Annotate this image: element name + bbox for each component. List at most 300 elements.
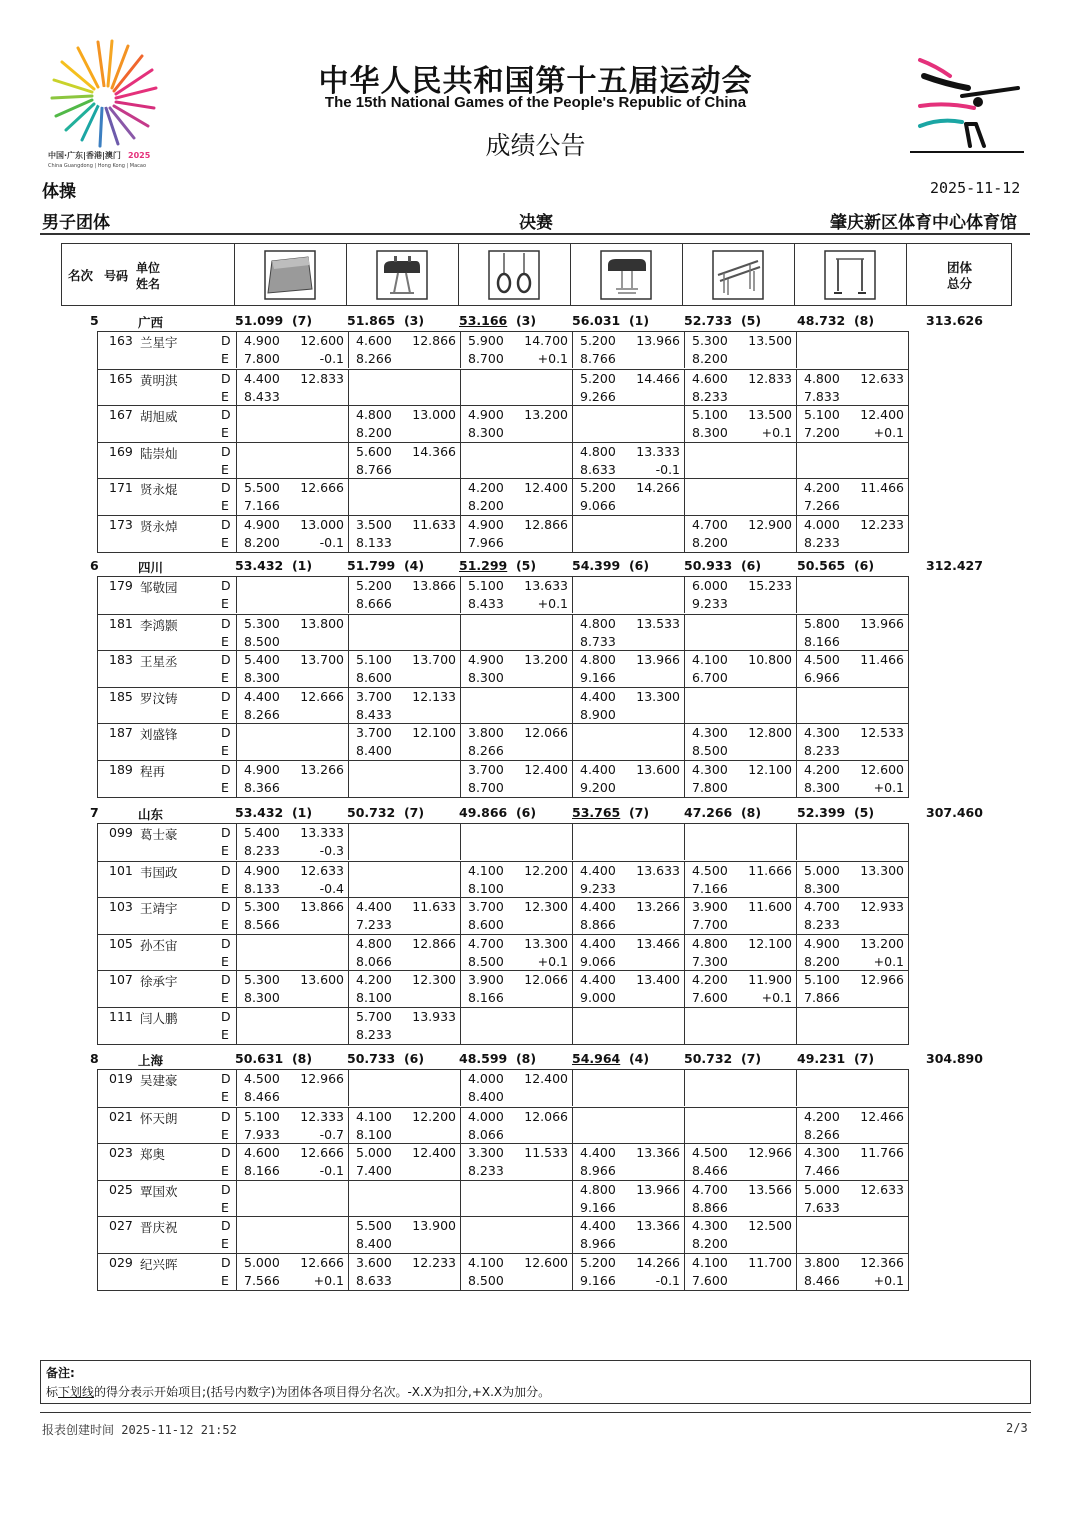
e-score-label: E	[221, 670, 229, 686]
d-score: 4.400	[244, 688, 280, 704]
athlete-row	[98, 1216, 908, 1253]
e-score: 8.233	[804, 534, 840, 550]
apparatus-score: 51.799	[347, 558, 396, 573]
apparatus-score-cell	[348, 615, 460, 651]
final-score: 12.100	[748, 761, 792, 777]
d-score: 5.700	[356, 1008, 392, 1024]
final-score: 13.000	[300, 516, 344, 532]
e-score: 8.233	[804, 917, 840, 933]
apparatus-score-cell	[572, 761, 684, 797]
apparatus-score-cell	[572, 516, 684, 552]
athlete-bib: 189	[109, 761, 133, 777]
start-apparatus-score: 54.964	[572, 1051, 621, 1066]
athlete-name: 罗汶铸	[140, 690, 178, 706]
apparatus-score-cell	[236, 479, 348, 515]
apparatus-score-cell	[348, 971, 460, 1007]
apparatus-score-cell	[684, 577, 796, 613]
apparatus-score-cell	[236, 971, 348, 1007]
apparatus-team-score	[797, 558, 874, 573]
apparatus-rank: (6)	[515, 805, 537, 820]
final-score: 13.533	[636, 615, 680, 631]
d-score: 4.300	[692, 761, 728, 777]
e-score-label: E	[221, 917, 229, 933]
final-score: 12.133	[412, 688, 456, 704]
d-score-label: D	[221, 761, 231, 777]
penalty-bonus: -0.1	[655, 1272, 680, 1288]
e-score: 6.700	[692, 670, 728, 686]
apparatus-score: 50.732	[347, 805, 396, 820]
d-score: 4.500	[692, 1145, 728, 1161]
penalty-bonus: +0.1	[537, 953, 568, 969]
d-score-label: D	[221, 899, 231, 915]
e-score: 8.200	[692, 1236, 728, 1252]
apparatus-team-score	[347, 558, 424, 573]
apparatus-score-cell	[684, 332, 796, 368]
apparatus-score-cell	[684, 1008, 796, 1044]
total-column-header	[906, 244, 1011, 305]
apparatus-score-cell	[460, 332, 572, 368]
apparatus-score-cell	[460, 1181, 572, 1217]
apparatus-rank: (8)	[515, 1051, 537, 1066]
d-score: 5.100	[804, 972, 840, 988]
apparatus-score-cell	[796, 479, 908, 515]
apparatus-rank: (7)	[291, 313, 313, 328]
apparatus-score-cell	[572, 862, 684, 898]
apparatus-score-cell	[572, 370, 684, 406]
apparatus-score-cell	[460, 406, 572, 442]
team-total-score: 307.460	[926, 805, 983, 820]
e-score: 7.200	[804, 425, 840, 441]
final-score: 11.466	[860, 652, 904, 668]
floor-column-header	[234, 244, 346, 305]
e-score: 9.000	[580, 990, 616, 1006]
apparatus-team-score	[235, 805, 312, 820]
apparatus-score-cell	[348, 479, 460, 515]
athlete-name: 徐承宇	[140, 974, 178, 990]
team-total-score: 304.890	[926, 1051, 983, 1066]
d-score: 4.400	[580, 862, 616, 878]
e-score: 8.100	[356, 990, 392, 1006]
d-score-label: D	[221, 825, 231, 840]
final-score: 12.533	[860, 725, 904, 741]
apparatus-rank: (3)	[403, 313, 425, 328]
apparatus-score-cell	[348, 332, 460, 368]
e-score: 8.466	[244, 1089, 280, 1104]
d-score: 4.800	[692, 935, 728, 951]
apparatus-score-cell	[796, 1070, 908, 1106]
e-score-label: E	[221, 351, 229, 366]
apparatus-score-cell	[236, 1217, 348, 1253]
athlete-name: 晋庆祝	[140, 1220, 178, 1236]
apparatus-score-cell	[796, 1254, 908, 1290]
final-score: 14.700	[524, 333, 568, 348]
apparatus-score: 49.231	[797, 1051, 846, 1066]
apparatus-score-cell	[348, 1108, 460, 1144]
d-score-label: D	[221, 688, 231, 704]
d-score: 4.900	[468, 407, 504, 423]
athlete-row	[98, 650, 908, 687]
apparatus-score-cell	[236, 761, 348, 797]
penalty-bonus: -0.1	[655, 461, 680, 477]
e-score: 8.500	[692, 743, 728, 759]
rings-icon	[474, 249, 554, 301]
athlete-name: 葛士豪	[140, 827, 178, 842]
athlete-name: 黄明淇	[140, 372, 178, 388]
team-athlete-block	[97, 331, 909, 553]
apparatus-score-cell	[348, 688, 460, 724]
final-score: 12.100	[412, 725, 456, 741]
d-score-label: D	[221, 1108, 231, 1124]
final-score: 12.200	[412, 1108, 456, 1124]
team-summary-row	[0, 558, 1071, 574]
e-score-label: E	[221, 779, 229, 795]
apparatus-score-cell	[684, 1144, 796, 1180]
final-score: 13.966	[860, 615, 904, 631]
apparatus-score-cell	[796, 1144, 908, 1180]
apparatus-team-score	[347, 313, 424, 328]
final-score: 12.366	[860, 1254, 904, 1270]
apparatus-score-cell	[572, 935, 684, 971]
d-score: 5.000	[804, 1181, 840, 1197]
final-score: 12.966	[748, 1145, 792, 1161]
header-divider	[40, 233, 1030, 235]
rings-column-header	[458, 244, 570, 305]
final-score: 11.766	[860, 1145, 904, 1161]
final-score: 12.300	[524, 899, 568, 915]
apparatus-score: 54.399	[572, 558, 621, 573]
final-score: 13.866	[300, 899, 344, 915]
d-score: 4.500	[244, 1071, 280, 1086]
apparatus-score-cell	[460, 370, 572, 406]
parallel-bars-icon	[698, 249, 778, 301]
apparatus-score-cell	[460, 1144, 572, 1180]
vault-icon	[586, 249, 666, 301]
apparatus-score-cell	[236, 443, 348, 479]
final-score: 12.233	[412, 1254, 456, 1270]
d-score: 5.300	[244, 615, 280, 631]
e-score-label: E	[221, 743, 229, 759]
d-score: 4.900	[244, 516, 280, 532]
d-score: 4.200	[356, 972, 392, 988]
d-score: 4.100	[468, 862, 504, 878]
d-score: 4.300	[692, 1218, 728, 1234]
e-score-label: E	[221, 880, 229, 896]
note-text-pre: 标	[46, 1385, 59, 1399]
e-score: 8.233	[244, 843, 280, 858]
e-score: 8.766	[356, 461, 392, 477]
e-score: 8.633	[580, 461, 616, 477]
final-score: 13.300	[524, 935, 568, 951]
footer-divider	[40, 1412, 1031, 1413]
team-total-score: 312.427	[926, 558, 983, 573]
d-score: 5.000	[804, 862, 840, 878]
e-score-label: E	[221, 1089, 229, 1104]
report-created-time: 报表创建时间 2025-11-12 21:52	[42, 1423, 237, 1437]
apparatus-rank: (5)	[740, 313, 762, 328]
e-score: 8.233	[692, 388, 728, 404]
apparatus-score-cell	[460, 824, 572, 860]
final-score: 12.500	[748, 1218, 792, 1234]
sport-label: 体操	[42, 182, 76, 202]
apparatus-team-score	[235, 313, 312, 328]
apparatus-score-cell	[460, 724, 572, 760]
apparatus-score-cell	[236, 577, 348, 613]
e-score: 9.166	[580, 1272, 616, 1288]
d-score: 4.200	[692, 972, 728, 988]
d-score: 4.200	[804, 480, 840, 496]
games-title-en: The 15th National Games of the People's Republic of China	[324, 94, 747, 111]
apparatus-score-cell	[572, 332, 684, 368]
e-score: 8.266	[356, 351, 392, 366]
apparatus-score-cell	[796, 862, 908, 898]
start-apparatus-score: 53.765	[572, 805, 621, 820]
athlete-bib: 185	[109, 688, 133, 704]
athlete-bib: 165	[109, 370, 133, 386]
d-score: 4.100	[692, 652, 728, 668]
e-score: 7.166	[692, 880, 728, 896]
e-score: 7.966	[468, 534, 504, 550]
athlete-row	[98, 577, 908, 614]
final-score: 13.200	[524, 407, 568, 423]
apparatus-score-cell	[684, 1070, 796, 1106]
d-score: 4.400	[580, 1145, 616, 1161]
final-score: 14.466	[636, 370, 680, 386]
team-name: 上海	[138, 1053, 164, 1068]
d-score: 5.200	[580, 333, 616, 348]
final-score: 13.366	[636, 1145, 680, 1161]
e-score: 8.300	[468, 670, 504, 686]
apparatus-score-cell	[796, 971, 908, 1007]
apparatus-score-cell	[348, 824, 460, 860]
final-score: 13.966	[636, 652, 680, 668]
apparatus-score-cell	[460, 1254, 572, 1290]
apparatus-score-cell	[572, 1108, 684, 1144]
d-score-label: D	[221, 370, 231, 386]
athlete-bib: 103	[109, 899, 133, 915]
note-text-underlined: 下划线	[58, 1385, 95, 1399]
apparatus-score-cell	[236, 1181, 348, 1217]
final-score: 13.366	[636, 1218, 680, 1234]
final-score: 12.933	[860, 899, 904, 915]
e-score: 7.700	[692, 917, 728, 933]
d-score-label: D	[221, 578, 231, 593]
d-score: 4.400	[580, 935, 616, 951]
e-score-label: E	[221, 990, 229, 1006]
d-score: 4.800	[580, 443, 616, 459]
athlete-row	[98, 723, 908, 760]
athlete-bib: 163	[109, 333, 133, 348]
d-score: 5.200	[580, 1254, 616, 1270]
athlete-bib: 169	[109, 443, 133, 459]
e-score: 8.100	[356, 1126, 392, 1142]
e-score: 7.233	[356, 917, 392, 933]
apparatus-score-cell	[684, 1108, 796, 1144]
team-summary-row	[0, 805, 1071, 821]
apparatus-score-cell	[236, 824, 348, 860]
final-score: 12.300	[412, 972, 456, 988]
e-score: 7.800	[692, 779, 728, 795]
apparatus-rank: (7)	[740, 1051, 762, 1066]
apparatus-score-cell	[572, 898, 684, 934]
d-score: 5.600	[356, 443, 392, 459]
e-score: 8.900	[580, 706, 616, 722]
apparatus-rank: (8)	[853, 313, 875, 328]
final-score: 13.633	[524, 578, 568, 593]
final-score: 12.833	[300, 370, 344, 386]
e-score: 8.866	[580, 917, 616, 933]
final-score: 12.900	[748, 516, 792, 532]
final-score: 13.333	[300, 825, 344, 840]
athlete-bib: 023	[109, 1145, 133, 1161]
e-score: 8.400	[356, 1236, 392, 1252]
apparatus-score: 50.732	[684, 1051, 733, 1066]
apparatus-score-cell	[460, 1070, 572, 1106]
e-score: 8.166	[468, 990, 504, 1006]
e-score: 8.700	[468, 779, 504, 795]
apparatus-score-cell	[236, 935, 348, 971]
e-score: 8.200	[692, 351, 728, 366]
d-score: 4.600	[244, 1145, 280, 1161]
d-score: 4.700	[804, 899, 840, 915]
apparatus-score-cell	[572, 1254, 684, 1290]
athlete-row	[98, 897, 908, 934]
final-score: 12.400	[524, 761, 568, 777]
athlete-bib: 105	[109, 935, 133, 951]
report-date: 2025-11-12	[930, 179, 1021, 197]
apparatus-rank: (7)	[403, 805, 425, 820]
e-score: 9.166	[580, 1199, 616, 1215]
apparatus-team-score	[572, 1051, 649, 1066]
apparatus-score-cell	[572, 479, 684, 515]
d-score: 4.800	[356, 407, 392, 423]
team-name: 山东	[138, 807, 164, 822]
apparatus-rank: (6)	[628, 558, 650, 573]
e-score: 9.066	[580, 953, 616, 969]
note-box	[40, 1360, 1031, 1404]
final-score: 13.200	[860, 935, 904, 951]
apparatus-score-cell	[348, 724, 460, 760]
team-athlete-block	[97, 576, 909, 798]
d-score: 4.000	[804, 516, 840, 532]
e-score-label: E	[221, 498, 229, 514]
d-score: 3.800	[468, 725, 504, 741]
apparatus-score-cell	[684, 615, 796, 651]
e-score: 8.200	[244, 534, 280, 550]
final-score: 13.500	[748, 407, 792, 423]
apparatus-score-cell	[348, 443, 460, 479]
e-score-label: E	[221, 596, 229, 611]
athlete-name: 胡旭威	[140, 409, 178, 425]
logo-text-en: China Guangdong | Hong Kong | Macao	[48, 163, 147, 169]
apparatus-rank: (6)	[403, 1051, 425, 1066]
e-score: 7.466	[804, 1163, 840, 1179]
athlete-row	[98, 614, 908, 651]
d-score: 4.600	[356, 333, 392, 348]
apparatus-team-score	[459, 1051, 536, 1066]
apparatus-score-cell	[684, 370, 796, 406]
e-score: 8.166	[804, 633, 840, 649]
d-score: 5.000	[356, 1145, 392, 1161]
team-rank: 6	[90, 558, 99, 573]
d-score-label: D	[221, 652, 231, 668]
apparatus-score-cell	[684, 1181, 796, 1217]
apparatus-score-cell	[460, 971, 572, 1007]
e-score: 8.433	[468, 596, 504, 611]
e-score: 8.466	[804, 1272, 840, 1288]
final-score: 12.866	[412, 333, 456, 348]
apparatus-score-cell	[236, 1254, 348, 1290]
apparatus-score-cell	[796, 332, 908, 368]
apparatus-score: 53.432	[235, 805, 284, 820]
apparatus-score: 50.733	[347, 1051, 396, 1066]
apparatus-score-cell	[796, 651, 908, 687]
athlete-name: 纪兴晖	[140, 1256, 178, 1272]
apparatus-score-cell	[460, 688, 572, 724]
e-score: 9.266	[580, 388, 616, 404]
final-score: 13.200	[524, 652, 568, 668]
e-score: 8.233	[356, 1026, 392, 1042]
e-score: 8.966	[580, 1163, 616, 1179]
apparatus-score-cell	[796, 935, 908, 971]
athlete-row	[98, 760, 908, 797]
apparatus-score: 51.099	[235, 313, 284, 328]
apparatus-rank: (8)	[291, 1051, 313, 1066]
d-score: 4.400	[580, 688, 616, 704]
athlete-row	[98, 1180, 908, 1217]
apparatus-score-cell	[684, 651, 796, 687]
athlete-bib: 029	[109, 1254, 133, 1270]
final-score: 12.233	[860, 516, 904, 532]
column-header	[61, 243, 1012, 306]
apparatus-score: 48.732	[797, 313, 846, 328]
d-score: 5.200	[356, 578, 392, 593]
apparatus-score: 52.733	[684, 313, 733, 328]
athlete-row	[98, 442, 908, 479]
d-score: 3.900	[468, 972, 504, 988]
apparatus-score-cell	[684, 761, 796, 797]
apparatus-rank: (3)	[515, 313, 537, 328]
final-score: 13.866	[412, 578, 456, 593]
athlete-bib: 021	[109, 1108, 133, 1124]
apparatus-score-cell	[348, 651, 460, 687]
apparatus-score-cell	[572, 1181, 684, 1217]
final-score: 11.633	[412, 899, 456, 915]
final-score: 12.633	[300, 862, 344, 878]
apparatus-score-cell	[684, 898, 796, 934]
apparatus-score-cell	[460, 443, 572, 479]
e-score: 8.733	[580, 633, 616, 649]
final-score: 11.600	[748, 899, 792, 915]
apparatus-score-cell	[348, 862, 460, 898]
athlete-row	[98, 1253, 908, 1290]
apparatus-score: 56.031	[572, 313, 621, 328]
e-score: 7.833	[804, 388, 840, 404]
d-score-label: D	[221, 1145, 231, 1161]
vault-column-header	[570, 244, 682, 305]
d-score: 4.300	[692, 725, 728, 741]
d-score: 6.000	[692, 578, 728, 593]
d-score-label: D	[221, 972, 231, 988]
apparatus-score-cell	[572, 1070, 684, 1106]
final-score: 14.266	[636, 480, 680, 496]
athlete-row	[98, 861, 908, 898]
athlete-bib: 179	[109, 578, 133, 593]
e-score: 8.300	[468, 425, 504, 441]
e-score: 8.400	[468, 1089, 504, 1104]
apparatus-rank: (7)	[853, 1051, 875, 1066]
e-score: 8.066	[356, 953, 392, 969]
apparatus-score-cell	[684, 1217, 796, 1253]
